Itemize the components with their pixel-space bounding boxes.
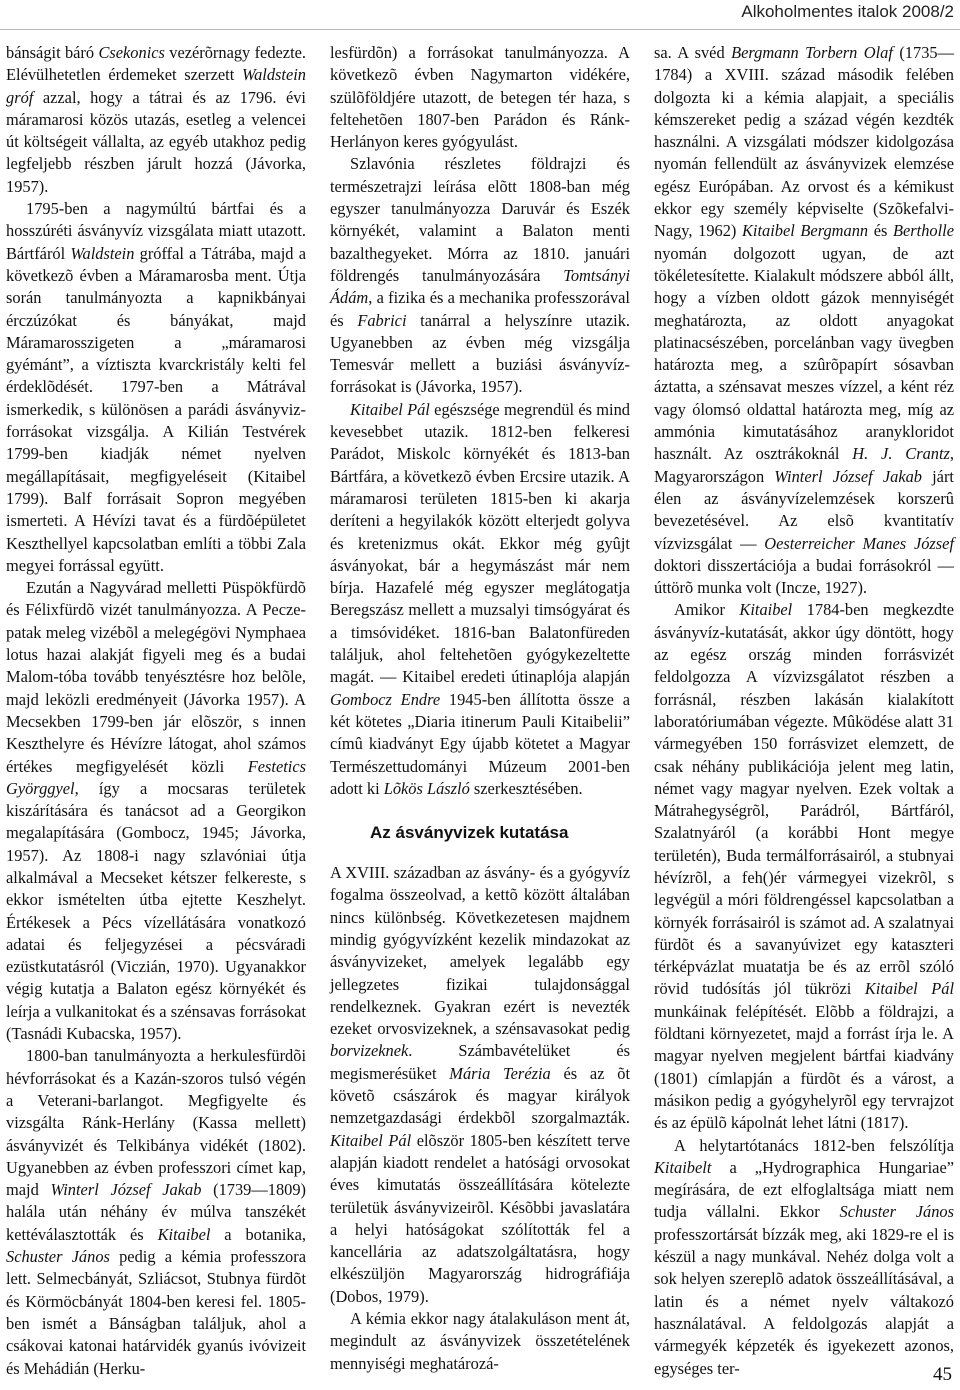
- paragraph: [654, 599, 954, 1134]
- text-run: doktori disszertációja a budai forrásokról — úttörõ munka volt (Incze, 1927).: [654, 555, 954, 598]
- paragraph: [6, 42, 306, 198]
- page-number: 45: [933, 1364, 952, 1385]
- running-header: Alkoholmentes italok 2008/2: [741, 2, 954, 21]
- italic-text: Kitaibel Pál: [864, 979, 954, 999]
- paragraph: [330, 42, 630, 153]
- text-run: vezérõrnagy fedezte. Elévülhetetlen érdemeket szerzett: [6, 43, 306, 85]
- text-column-2: [330, 42, 630, 1375]
- paragraph: [654, 1135, 954, 1380]
- text-run: A helytartótanács 1812-ben felszólítja: [674, 1135, 954, 1155]
- text-run: tanárral a helyszínre utazik. Ugyanebben az évben még vizsgálja Temesvár mellett a buziási ásványvíz-forrásokat is (Jávorka, 1957).: [330, 310, 630, 397]
- text-run: sa. A svéd: [654, 43, 732, 62]
- header-rule: [0, 29, 960, 30]
- text-run: Ezután a Nagyvárad melletti Püspökfürdõ és Félixfürdõ vizét tanulmányozza. A Pecze-patak meleg vizébõl a melegégövi Nymphaea lotus hazai alakját figyeli meg és a budai Malom-tóba tovább tenyésztésre hoz belõle, majd leközli eredményeit (Jávorka 1957). A Mecsekben 1799-ben jár elõször, s innen Keszthelyre és Hévízre látogat, ahol számos értékes megfigyelését közli: [6, 578, 306, 776]
- section-heading: Az ásványvizek kutatása: [370, 823, 569, 843]
- text-run: Szlavónia részletes földrajzi és természetrajzi leírása elõtt 1808-ban még egyszer tanulmányozza Daruvár és Eszék környékét, valamint a Balaton menti bazalthegyeket. Mórra az 1810. januári földrengés tanulmányozására: [330, 154, 630, 285]
- text-run: . Számbavételüket és megismerésüket: [330, 1041, 630, 1083]
- italic-text: Schuster János: [839, 1202, 954, 1222]
- text-run: munkáinak felépítését. Elõbb a földrajzi, a földtani környezetet, majd a forrást írja le. A magyar nyelven megjelent bártfai kiadvány (1801) címlapján a fürdõt és a várost, a másikon pedig a gyógyhelyrõl egy tervrajzot és az épülõ kápolnát lehet látni (1817).: [654, 1001, 954, 1133]
- italic-text: Waldstein gróf: [6, 65, 306, 107]
- text-run: járt élen az ásványvízelemzések korszerû bevezetésével. Az elsõ kvantitatív vízvizsgálat —: [654, 466, 954, 553]
- italic-text: Kitaibel: [157, 1224, 211, 1244]
- italic-text: Festetics Györggyel: [6, 756, 306, 798]
- text-run: , Magyarországon: [654, 444, 955, 486]
- italic-text: borvizeknek: [330, 1041, 409, 1061]
- text-column-3: [654, 42, 954, 1380]
- paragraph: [6, 198, 306, 577]
- paragraph: [330, 862, 630, 1308]
- text-run: azzal, hogy a tátrai és az 1796. évi máramarosi közös utazás, esetleg a velencei út költségeit vállalta, az egyéb utakhoz pedig legfeljebb részben járult hozzá (Jávorka, 1957).: [6, 87, 306, 196]
- paragraph: [330, 399, 630, 800]
- italic-text: Winterl József Jakab: [50, 1180, 202, 1200]
- italic-text: Kitaibel Pál: [330, 1130, 412, 1150]
- text-run: a „Hydrographica Hungariae” megírására, de ezt elfoglaltsága miatt nem tudja vállalni. Ekkor: [654, 1157, 954, 1222]
- italic-text: Mária Terézia: [449, 1063, 551, 1083]
- text-run: bánságit báró: [6, 43, 99, 62]
- paragraph: [6, 1045, 306, 1379]
- italic-text: Kitaibel: [739, 600, 793, 620]
- text-run: gróffal a Tátrába, majd a következõ évben a Máramarosba ment. Útja során tanulmányozta a kapnikbányai érczúzókat és bányákat, majd Máramarosszigeten a „máramarosi gyémánt”, a víztiszta kvarckristály kelti fel érdeklõdését. 1797-ben a Mátrával ismerkedik, s különösen a parádi ásványviz-forrásokat vizsgálja. A Kilián Testvérek 1799-ben kiadják német nyelven megállapításait, megfigyeléseit (Kitaibel 1799). Balf forrásait Sopron megyében ismerteti. A Hévízi tavat és a fürdõépületet Keszthellyel kapcsolatban említi a többi Zala megyei forrással együtt.: [6, 243, 306, 575]
- text-column-1: [6, 42, 306, 1380]
- text-run: , így a mocsaras területek kiszárítására és tanácsot ad a Georgikon megalapítására (Gombocz, 1945; Jávorka, 1957). Az 1808-i nagy szlavóniai útja alkalmával a Mecseket kétszer felkereste, s ekkor ismételten útba ejtette Keszhelyt. Értékesek a Pécs vízellátására vonatkozó adatai és feljegyzései a pécsváradi ezüstkutatásról (Viczián, 1970). Ugyanakkor végig kutatja a Balaton egész környékét és leírja a vulkanitokat és a szénsavas forrásokat (Tasnádi Kubacska, 1957).: [6, 778, 306, 1044]
- italic-text: Oesterreicher Manes József: [764, 533, 954, 553]
- paragraph: [330, 1308, 630, 1375]
- paragraph: [654, 42, 954, 599]
- italic-text: Waldstein: [70, 243, 135, 263]
- text-run: A XVIII. században az ásvány- és a gyógyvíz fogalma összeolvad, a kettõ között általában nincs különbség. Következetesen majdnem mindig gyógyvízként kezelik mindazokat az ásványvizeket, amelyek legalább egy jellegzetes fizikai tulajdonsággal rendelkeznek. Gyakran ezért is nevezték ezeket orvosvizeknek, a szénsavasokat pedig: [330, 863, 630, 1039]
- italic-text: Winterl József Jakab: [774, 466, 922, 486]
- italic-text: Schuster János: [6, 1247, 110, 1267]
- text-run: és az õt követõ császárok és magyar királyok nemzetgazdasági érdekbõl szorgalmazták.: [330, 1063, 630, 1128]
- text-run: A kémia ekkor nagy átalakuláson ment át, megindult az ásványvizek összetételének mennyiségi meghatározá-: [330, 1309, 630, 1373]
- text-run: szerkesztésében.: [469, 778, 583, 798]
- text-run: lesfürdõn) a forrásokat tanulmányozza. A következõ évben Nagymarton vidékére, szülõföldjére utazott, de betegen tér haza, s feltehetõen 1807-ben Parádon és Ránk-Herlányon keres gyógyulást.: [330, 43, 630, 152]
- text-run: a botanika,: [210, 1224, 306, 1244]
- text-run: és: [868, 221, 893, 241]
- italic-text: Csekonics: [98, 43, 165, 62]
- text-run: (1735—1784) a XVIII. század második felében dolgozta ki a kémia alapjait, a speciális kémszereket pedig a század végén kezdték használni. A vizsgálati módszer kidolgozása nyomán fellendült az ásványvizek elemzése egész Európában. Az orvost és a kémikust ekkor egy személy képviselte (Szõkefalvi-Nagy, 1962): [654, 43, 954, 241]
- text-run: 1945-ben állította össze a két kötetes „Diaria itinerum Pauli Kitaibelii” címû kiadványt Egy újabb kötetet a Magyar Természettudományi Múzeum 2001-ben adott ki: [330, 689, 630, 798]
- italic-text: Bertholle: [892, 221, 954, 241]
- text-run: nyomán dolgozott ugyan, de azt tökéletesítette. Kialakult módszere abból állt, hogy a vízben oldott gázok mennyiségét meghatározta, az oldott anyagokat platinacsészében, porcelánban vagy üvegben határozta meg, a szûrõpapírt sósavban áztatta, a szénsavat meszes vízzel, a ként réz vagy ólomsó oldattal határozta meg, míg az ammónia kimutatásához aranykloridot használt. Az osztrákoknál: [654, 243, 954, 464]
- italic-text: Bergmann Torbern Olaf: [731, 43, 893, 62]
- italic-text: Kitaibel Bergmann: [742, 221, 869, 241]
- text-run: 1800-ban tanulmányozta a herkulesfürdõi hévforrásokat és a Kazán-szoros tulsó végén a Veterani-barlangot. Megfigyelte és vizsgálta Ránk-Herlány (Kassa mellett) ásványvizét és Telkibánya vidékét (1802). Ugyanebben az évben professzori címet kap, majd: [6, 1046, 306, 1200]
- text-run: professzortársát bízzák meg, aki 1829-re el is készül a nagy munkával. Nehéz dolga volt a sok helyen szereplõ adatok összeállításával, a latin és a német nyelv váltakozó használatával. A feldolgozás alapját a vármegyék képzeték és igyekezett azonos, egységes ter-: [654, 1224, 954, 1378]
- text-run: elõször 1805-ben készített terve alapján kiadott rendelet a hatósági orvosokat éves kimutatás összeállítására kötelezte területük ásványvizeirõl. Késõbbi javaslatára a helyi hatóságokat szólították fel a kancellária az adatszolgáltatásra, hogy elkészüljön Magyarország hidrográfiája (Dobos, 1979).: [330, 1130, 630, 1306]
- text-run: 1795-ben a nagymúltú bártfai és a hosszúréti ásványvíz vizsgálata miatt utazott. Bártfáról: [6, 199, 306, 263]
- paragraph: [330, 153, 630, 398]
- italic-text: Lõkös László: [383, 778, 470, 798]
- italic-text: Tomtsányi Ádám: [330, 265, 630, 308]
- italic-text: Gombocz Endre: [330, 689, 441, 709]
- italic-text: H. J. Crantz: [852, 444, 950, 464]
- paragraph: [6, 577, 306, 1045]
- text-run: pedig a kémia professzora lett. Selmecbányát, Szliácsot, Stubnya fürdõt és Körmöcbányát 1804-ben keresi fel. 1805-ben ismét a Bánságban találjuk, ahol a csákovai katonai határvidék gyanús ivóvizeit és Mehádián (Herku-: [6, 1247, 306, 1378]
- italic-text: Kitaibel Pál: [350, 399, 430, 419]
- text-run: , a fizika és a mechanika professzorával és: [330, 288, 630, 330]
- text-run: 1784-ben megkezdte ásványvíz-kutatását, akkor úgy döntött, hogy az egész ország minden forrásvizét feldolgozza A vízvizsgálatot részben a forrásnál, részben lakásán kialakított laboratóriumában végezte. Mûködése alatt 31 vármegyében 150 forrásvizet elemzett, de csak néhány publikációja jelent meg latin, német vagy magyar nyelven. Ezek voltak a Mátrahegységrõl, Parádról, Bártfáról, Szalatnyáról (a korábbi Hont megye területén), Buda termálforrásairól, a stubnyai hévízrõl, a feh()ér vármegyei vizekrõl, s legvégül a móri földrengéssel kapcsolatban a környék forrásairól is számot ad. A szalatnyai fürdõt és a savanyúvizet egy kataszteri térképvázlat muatatja be és az errõl szóló rövid tudósítás jól tükrözi: [654, 600, 954, 999]
- text-run: Amikor: [674, 600, 740, 620]
- text-run: egészsége megrendül és mind kevesebbet utazik. 1812-ben felkeresi Parádot, Miskolc környékét és 1813-ban Bártfára, a következõ évben Ercsire utazik. A máramarosi területen 1815-ben ki akarja deríteni a hegyilakók között elterjedt golyva és kretenizmus okát. Ekkor még gyûjt ásványokat, bár a hegymászást már nem bírja. Hazafelé még egyszer meglátogatja Beregszász mellett a muzsalyi timsógyárat és a timsóvidéket. 1816-ban Balatonfüreden találjuk, ahol feltehetõen gyógykezeltette magát. — Kitaibel eredeti útinaplója alapján: [330, 399, 630, 687]
- text-run: (1739—1809) halála után néhány év múlva tanszékét kettéválasztották és: [6, 1180, 306, 1244]
- italic-text: Kitaibelt: [654, 1157, 712, 1177]
- italic-text: Fabrici: [357, 310, 407, 330]
